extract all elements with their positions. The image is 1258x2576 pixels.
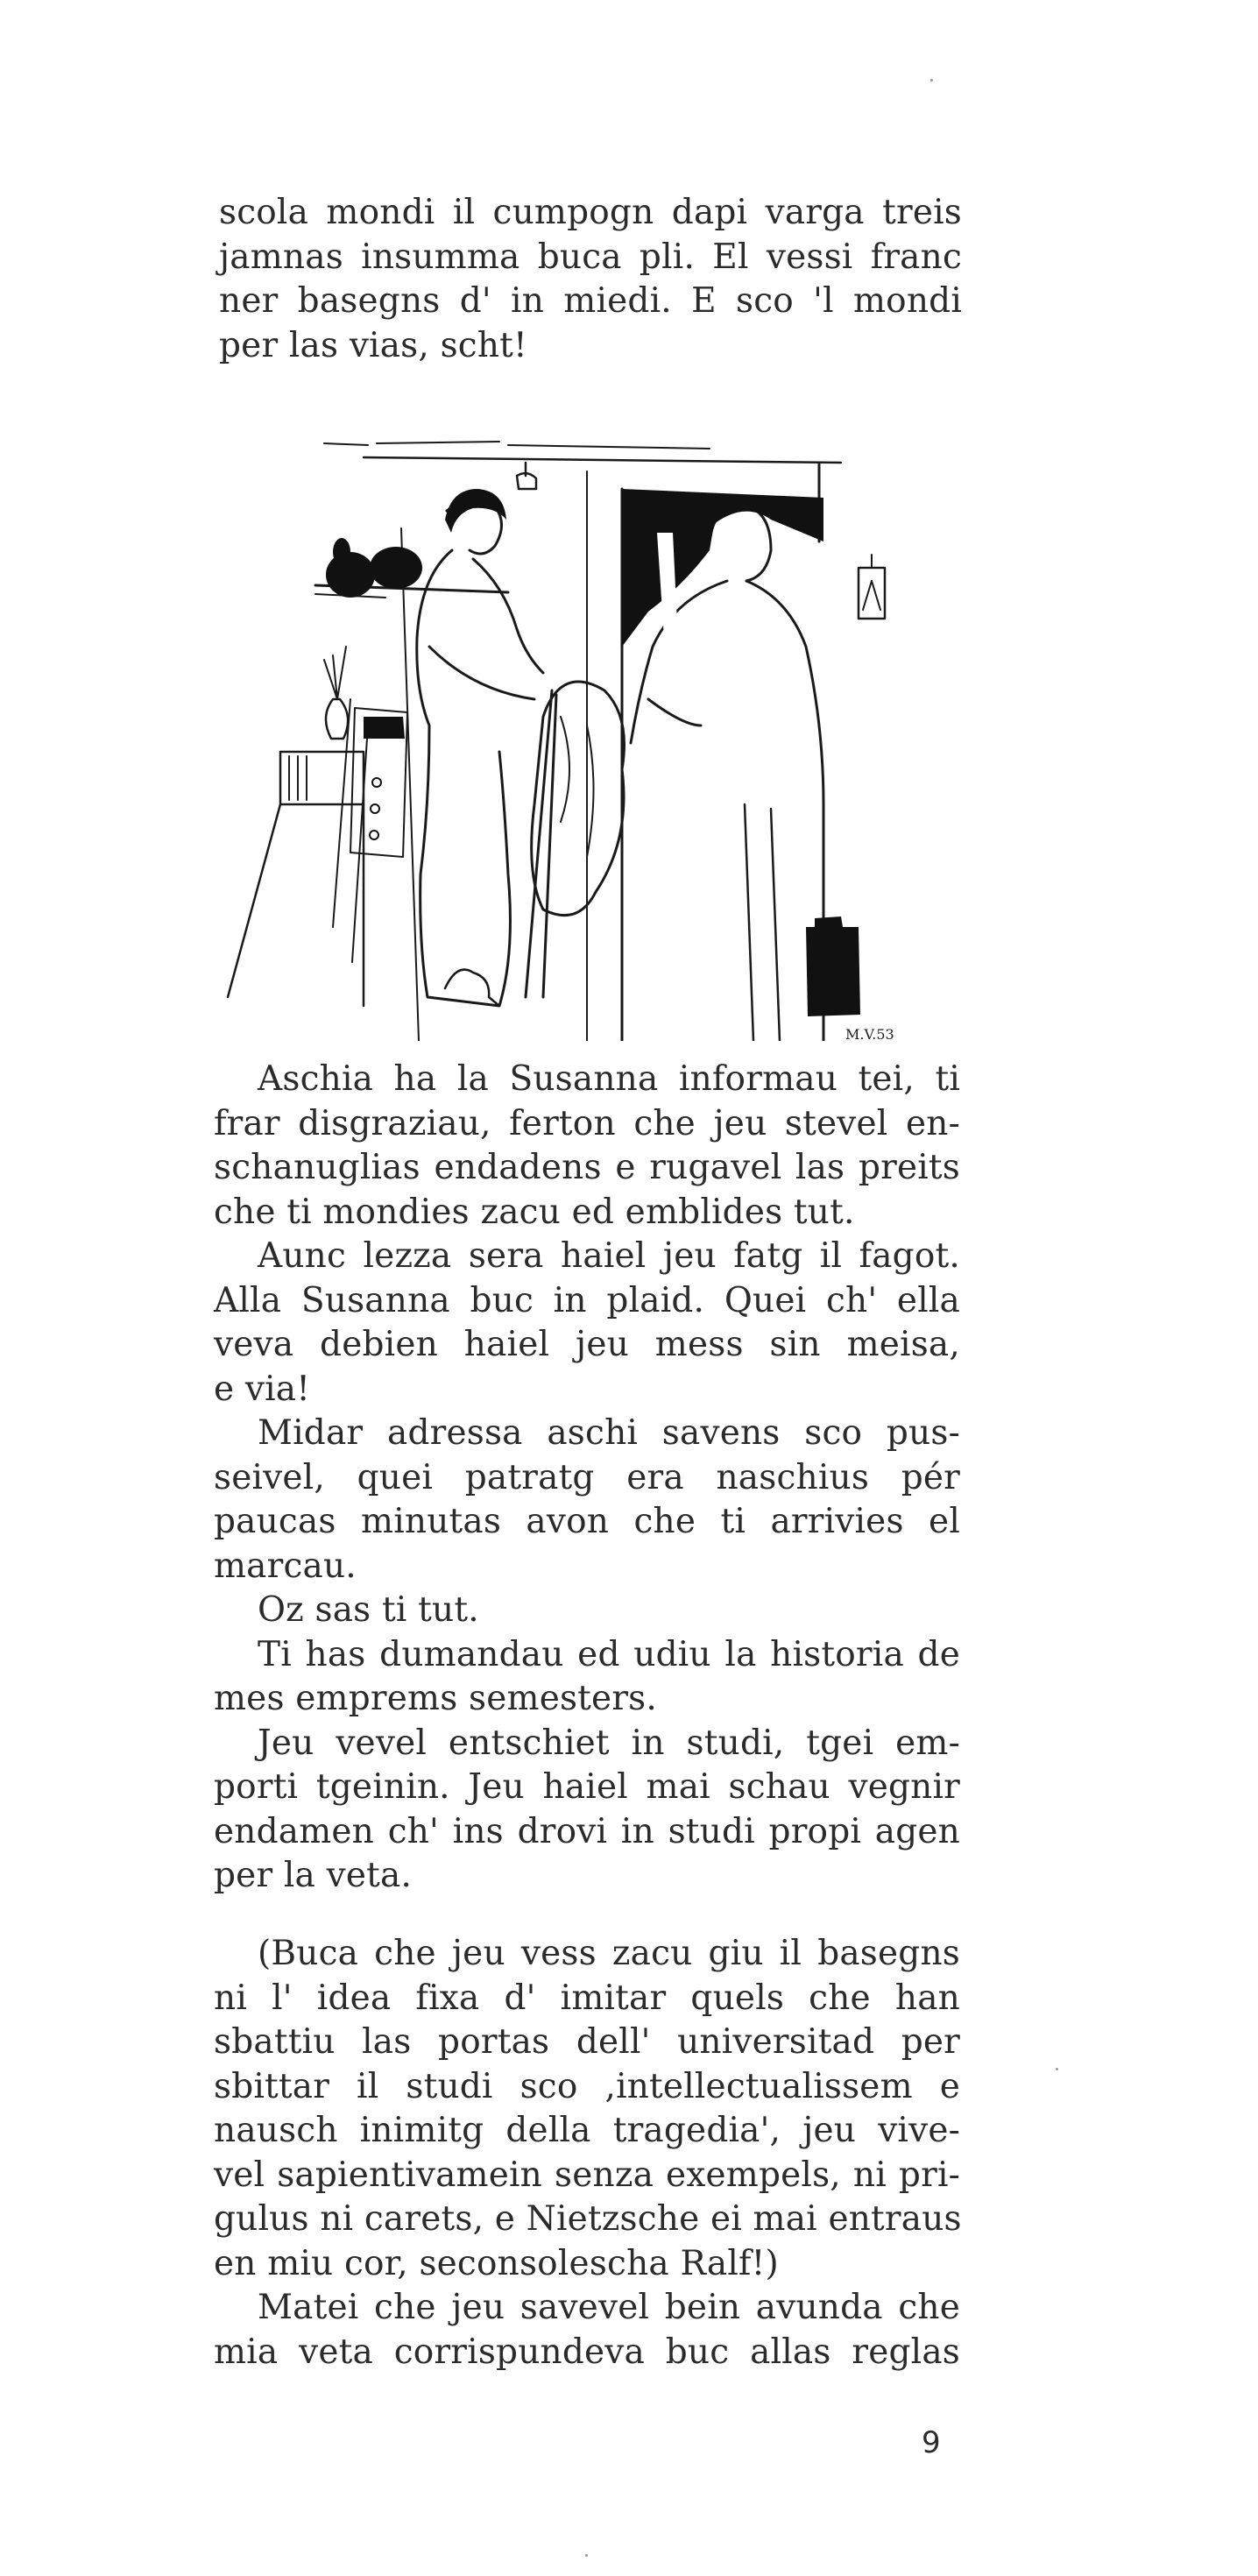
text-line: schanuglias endadens e rugavel las preits [214,1148,960,1187]
paragraph [214,2286,960,2374]
text-line: mia veta corrispundeva buc allas reglas [214,2332,960,2372]
text-line: sbattiu las portas dell' universitad per [214,2022,960,2062]
text-line: Alla Susanna buc in plaid. Quei ch' ella [214,1280,960,1320]
text-line: scola mondi il cumpogn dapi varga treis [219,193,962,232]
text-line: mes emprems semesters. [214,1679,657,1718]
paragraph [214,1235,960,1412]
text-line: en miu cor, seconsolescha Ralf!) [214,2243,779,2283]
text-line: Aunc lezza sera haiel jeu fatg il fagot. [258,1236,960,1276]
text-line: veva debien haiel jeu mess sin meisa, [214,1325,960,1364]
text-line: Oz sas ti tut. [258,1590,479,1630]
text-line: per las vias, scht! [219,325,527,365]
scan-speck [930,79,933,81]
text-line: Jeu vevel entschiet in studi, tgei em- [258,1723,960,1763]
scan-speck [585,2554,588,2557]
paragraph [214,1722,960,1899]
text-line: per la veta. [214,1856,413,1895]
top-text-block [219,191,962,368]
text-line: che ti mondies zacu ed emblides tut. [214,1192,855,1232]
middle-text-block [214,1058,960,1899]
text-line: Matei che jeu savevel bein avunda che [258,2288,960,2327]
text-line: paucas minutas avon che ti arrivies el [214,1502,960,1541]
text-line: Aschia ha la Susanna informau tei, ti [258,1059,960,1099]
paragraph [214,1412,960,1589]
illustration [210,436,937,1041]
text-line: e via! [214,1369,311,1409]
text-line: ni l' idea fixa d' imitar quels che han [214,1978,960,2018]
bottom-text-block [214,1932,960,2374]
paragraph [214,1589,960,1633]
text-line: jamnas insumma buca pli. El vessi franc [219,237,962,277]
illustration-signature: M.V.53 [845,1026,894,1041]
text-line: porti tgeinin. Jeu haiel mai schau vegnir [214,1767,960,1807]
text-line: marcau. [214,1546,357,1586]
paragraph [214,1932,960,2286]
text-line: endamen ch' ins drovi in studi propi agen [214,1811,960,1851]
text-line: nausch inimitg della tragedia', jeu vive- [214,2111,960,2150]
paragraph [214,1633,960,1722]
text-line: seivel, quei patratg era naschius pér [214,1457,960,1497]
scan-speck [1056,2068,1058,2070]
text-line: ner basegns d' in miedi. E sco 'l mondi [219,281,962,321]
text-line: Ti has dumandau ed udiu la historia de [258,1634,960,1674]
text-line: frar disgraziau, ferton che jeu stevel en- [214,1103,960,1143]
text-line: sbittar il studi sco ,intellectualissem e [214,2066,960,2106]
text-line: gulus ni carets, e Nietzsche ei mai entraus [214,2199,962,2239]
paragraph [214,1058,960,1235]
page-number: 9 [922,2425,941,2460]
text-line: Midar adressa aschi savens sco pus- [258,1413,960,1453]
text-line: (Buca che jeu vess zacu giu il basegns [258,1934,960,1973]
text-line: vel sapientivamein senza exempels, ni pri- [214,2155,960,2195]
